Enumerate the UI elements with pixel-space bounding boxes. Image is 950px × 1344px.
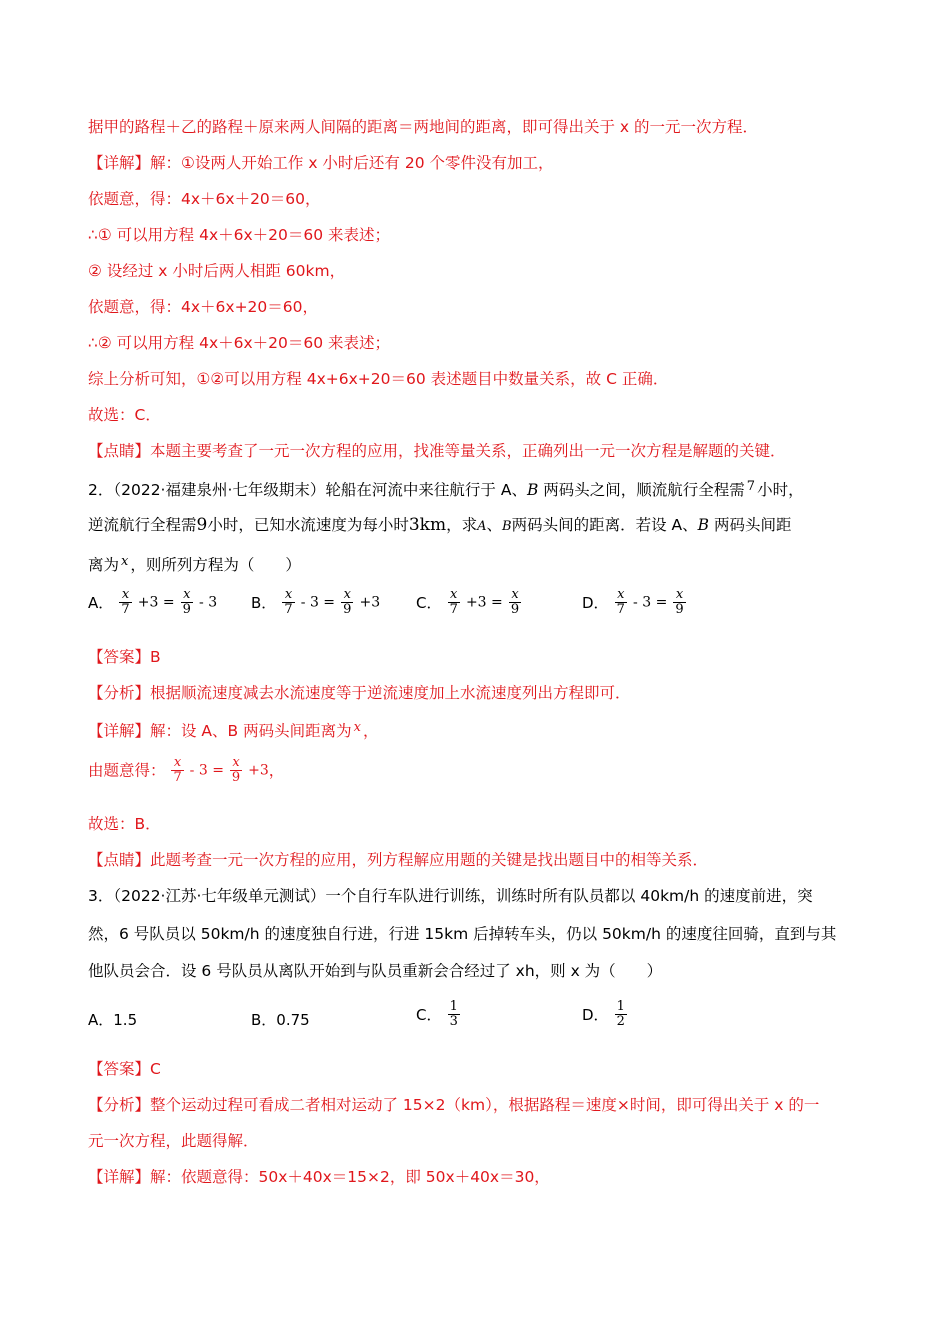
q2-text: 两码头之间，顺流航行全程需	[538, 481, 745, 499]
answer-line: 【答案】C	[88, 1060, 161, 1078]
q2-text: 小时，已知水流速度为每小时	[207, 516, 409, 534]
operator: +3 =	[465, 594, 503, 611]
denominator: 9	[182, 602, 191, 617]
question-2-line-3	[88, 551, 890, 576]
fraction	[230, 756, 242, 785]
q2-text: 2．（2022·福建泉州·七年级期末）轮船在河流中来往航行于 A、	[88, 481, 527, 499]
q2-text: 两码头间距	[709, 516, 792, 534]
denominator: 9	[675, 602, 684, 617]
denominator: 7	[121, 602, 130, 617]
numerator: x	[448, 588, 460, 603]
q2-text: ，求	[446, 516, 478, 534]
operator: +3	[248, 762, 269, 779]
equation-end: ，	[268, 761, 285, 780]
q2-number: 3km	[408, 515, 447, 535]
analysis-line: 【分析】整个运动过程可看成二者相对运动了 15×2（km），根据路程＝速度×时间，即可得出关于 x 的一	[88, 1096, 820, 1114]
q3-option-c[interactable]	[416, 1000, 461, 1029]
q3-option-b[interactable]: B．0.75	[251, 1011, 310, 1029]
q2-option-b[interactable]	[251, 588, 380, 617]
fraction	[282, 588, 294, 617]
q2-var: B	[526, 481, 539, 499]
analysis-continuation-line: 据甲的路程＋乙的路程＋原来两人间隔的距离＝两地间的距离，即可得出关于 x 的一元一次方程．	[88, 118, 759, 136]
detail-line	[88, 717, 890, 742]
fraction	[119, 588, 131, 617]
fraction	[448, 588, 460, 617]
conclusion-line: ∴② 可以用方程 4x＋6x＋20＝60 来表述；	[88, 334, 391, 352]
q2-option-d[interactable]	[582, 588, 687, 617]
numerator: 1	[616, 999, 625, 1014]
question-3-line-3: 他队员会合．设 6 号队员从离队开始到与队员重新会合经过了 xh，则 x 为（ ）	[88, 962, 663, 980]
equation-line: 依题意，得：4x＋6x+20＝60，	[88, 298, 319, 316]
numerator: x	[615, 588, 627, 603]
question-2-line-1	[88, 476, 890, 501]
fraction	[171, 756, 183, 785]
denominator: 7	[449, 602, 458, 617]
review-line: 【点睛】此题考查一元一次方程的应用，列方程解应用题的关键是找出题目中的相等关系．	[88, 851, 709, 869]
fraction	[509, 588, 521, 617]
detail-var: x	[353, 720, 361, 735]
analysis-line-continued: 元一次方程，此题得解．	[88, 1132, 259, 1150]
q2-text: ，则所列方程为（ ）	[130, 556, 301, 574]
question-3-line-2: 然，6 号队员以 50km/h 的速度独自行进，行进 15km 后掉转车头，仍以 50km/h 的速度往回骑，直到与其	[88, 925, 837, 943]
numerator: x	[341, 588, 353, 603]
operator: - 3 =	[189, 762, 224, 779]
fraction	[673, 588, 685, 617]
numerator: x	[282, 588, 294, 603]
denominator: 9	[510, 602, 520, 617]
option-label: C．	[416, 594, 442, 612]
denominator: 7	[173, 770, 182, 785]
operator: - 3	[199, 594, 218, 611]
fraction	[341, 588, 353, 617]
option-label: C．	[416, 1006, 442, 1024]
q2-var: A	[477, 519, 487, 534]
equation-line: 依题意，得：4x＋6x＋20＝60，	[88, 190, 321, 208]
question-3-line-1: 3．（2022·江苏·七年级单元测试）一个自行车队进行训练，训练时所有队员都以 40km/h 的速度前进，突	[88, 887, 813, 905]
selection-line: 故选：B．	[88, 815, 161, 833]
q2-text: 小时，	[757, 481, 804, 499]
operator: +3	[359, 594, 381, 611]
detail-text: ，	[362, 722, 379, 740]
numerator: 1	[449, 999, 458, 1014]
operator: - 3 =	[633, 594, 668, 611]
q2-option-a[interactable]	[88, 588, 217, 617]
option-label: D．	[582, 594, 609, 612]
q2-number: 7	[746, 479, 756, 494]
q2-var: x	[121, 554, 129, 569]
question-2-line-2	[88, 514, 890, 538]
summary-line: 综上分析可知，①②可以用方程 4x+6x+20＝60 表述题目中数量关系，故 C 正确．	[88, 370, 669, 388]
equation-line	[88, 756, 890, 785]
q2-var: B	[697, 516, 710, 534]
option-label: B．	[251, 594, 277, 612]
answer-line: 【答案】B	[88, 648, 161, 666]
denominator: 2	[616, 1014, 625, 1029]
q2-text: 离为	[88, 556, 120, 574]
detail-line: 【详解】解：依题意得：50x＋40x＝15×2，即 50x＋40x＝30，	[88, 1168, 550, 1186]
review-line: 【点睛】本题主要考查了一元一次方程的应用，找准等量关系，正确列出一元一次方程是解题的关键．	[88, 442, 786, 460]
numerator: x	[119, 588, 131, 603]
q2-option-c[interactable]	[416, 588, 522, 617]
numerator: x	[673, 588, 685, 603]
denominator: 7	[616, 602, 625, 617]
q2-text: 两码头间的距离．若设 A、	[511, 516, 698, 534]
q2-var: B	[502, 519, 512, 534]
numerator: x	[230, 756, 242, 771]
detail-line: 【详解】解：①设两人开始工作 x 小时后还有 20 个零件没有加工，	[88, 154, 554, 172]
option-label: D．	[582, 1006, 609, 1024]
operator: +3 =	[137, 594, 175, 611]
q3-option-d[interactable]	[582, 1000, 628, 1029]
fraction	[615, 588, 627, 617]
denominator: 9	[343, 602, 352, 617]
q3-option-a[interactable]: A．1.5	[88, 1011, 138, 1029]
detail-text: 【详解】解：设 A、B 两码头间距离为	[88, 722, 352, 740]
operator: - 3 =	[300, 594, 336, 611]
conclusion-line: ∴① 可以用方程 4x＋6x＋20＝60 来表述；	[88, 226, 391, 244]
denominator: 3	[449, 1014, 458, 1029]
denominator: 7	[284, 602, 293, 617]
q2-number: 9	[196, 515, 208, 535]
numerator: x	[509, 588, 521, 603]
q2-text: 逆流航行全程需	[88, 516, 197, 534]
denominator: 9	[231, 770, 241, 785]
selection-line: 故选：C．	[88, 406, 161, 424]
numerator: x	[171, 756, 183, 771]
q2-text: 、	[486, 516, 503, 534]
fraction	[181, 588, 193, 617]
option-label: A．	[88, 594, 114, 612]
fraction	[615, 1000, 627, 1029]
numerator: x	[181, 588, 193, 603]
equation-prefix: 由题意得：	[88, 761, 166, 780]
detail-line: ② 设经过 x 小时后两人相距 60km，	[88, 262, 346, 280]
fraction	[448, 1000, 460, 1029]
analysis-line: 【分析】根据顺流速度减去水流速度等于逆流速度加上水流速度列出方程即可．	[88, 684, 631, 702]
